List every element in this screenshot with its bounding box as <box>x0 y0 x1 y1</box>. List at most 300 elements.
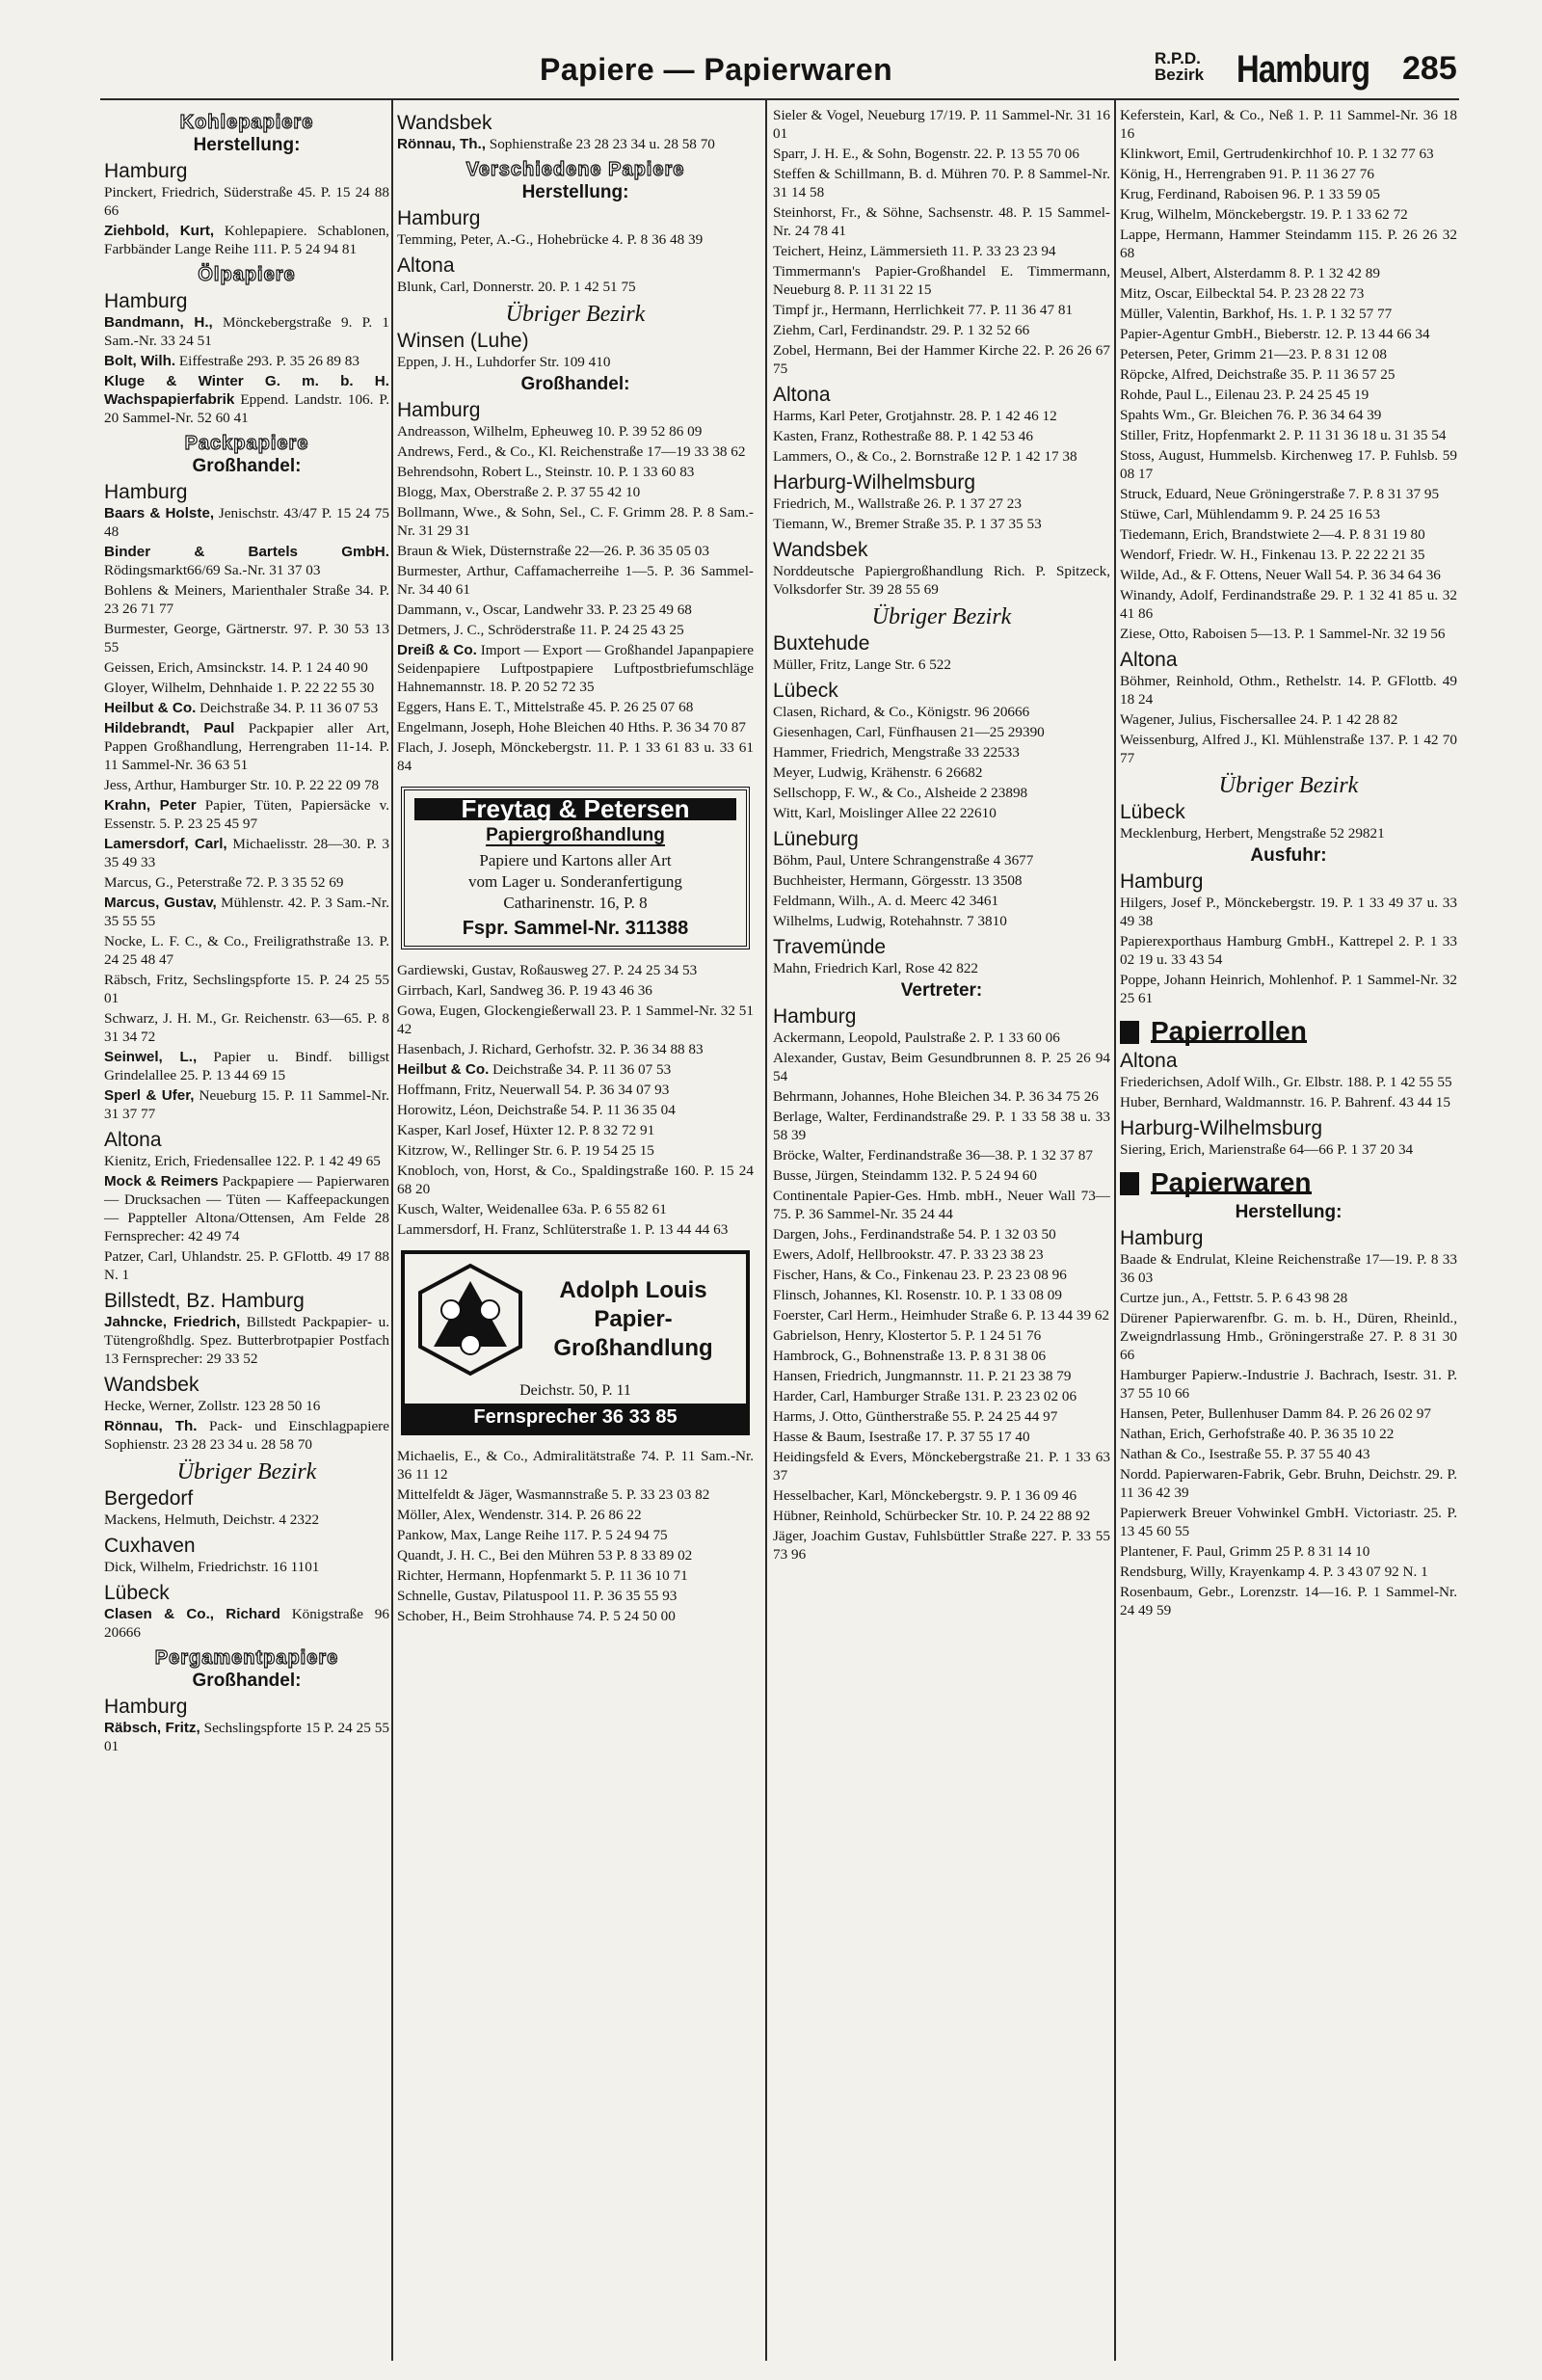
listing-entry <box>397 1566 754 1585</box>
listing-entry <box>397 1220 754 1239</box>
listing-details: Nathan & Co., Isestraße 55. P. 37 55 40 43 <box>1120 1446 1370 1462</box>
listing-details: Huber, Bernhard, Waldmannstr. 16. P. Bahrenf. 43 44 15 <box>1120 1094 1450 1110</box>
listing-details: Harms, J. Otto, Güntherstraße 55. P. 24 25 44 97 <box>773 1408 1058 1425</box>
listing-details: Gloyer, Wilhelm, Dehnhaide 1. P. 22 22 55 30 <box>104 680 375 696</box>
listing-entry <box>1120 305 1457 323</box>
listing-firm-name: Mock & Reimers <box>104 1173 219 1190</box>
listing-details: Busse, Jürgen, Steindamm 132. P. 5 24 94 60 <box>773 1167 1037 1184</box>
listing-firm-name: Rönnau, Th. <box>104 1418 198 1434</box>
listing-entry <box>1120 426 1457 444</box>
city-heading: Cuxhaven <box>104 1535 196 1557</box>
listing-details: Stiller, Fritz, Hopfenmarkt 2. P. 11 31 36 18 u. 31 35 54 <box>1120 427 1447 443</box>
listing-firm-name: Baars & Holste, <box>104 505 215 521</box>
listing-entry <box>1120 1289 1457 1307</box>
listing-entry <box>104 679 389 697</box>
listing-entry <box>104 658 389 677</box>
listing-details: König, H., Herrengraben 91. P. 11 36 27 76 <box>1120 166 1374 182</box>
ad-company-line: Adolph Louis <box>559 1277 707 1303</box>
listing-entry <box>773 1146 1110 1164</box>
listing-details: Buchheister, Hermann, Görgesstr. 13 3508 <box>773 872 1023 889</box>
listing-details: Import — Export — Großhandel Japanpapiere Seidenpapiere Luftpostpapiere Luftpostbriefumschläge Hahnemannstr. 18. P. 20 52 72 35 <box>397 642 754 695</box>
square-bullet-icon <box>1120 1172 1139 1195</box>
listing-entry <box>104 1048 389 1084</box>
listing-details: Kohlepapiere. Schablonen, Farbbänder Lange Reihe 111. P. 5 24 94 81 <box>104 223 389 257</box>
column-4 <box>1120 106 1457 2352</box>
listing-entry <box>104 1086 389 1123</box>
listing-details: Mahn, Friedrich Karl, Rose 42 822 <box>773 960 979 976</box>
listing-details: Eggers, Hans E. T., Mittelstraße 45. P. 26 25 07 68 <box>397 699 694 715</box>
listing-entry <box>773 1225 1110 1243</box>
listing-details: Quandt, J. H. C., Bei den Mühren 53 P. 8 33 89 02 <box>397 1547 693 1564</box>
listing-entry <box>1120 566 1457 584</box>
listing-entry <box>773 106 1110 143</box>
listing-details: Baade & Endrulat, Kleine Reichenstraße 17—19. P. 8 33 36 03 <box>1120 1251 1457 1286</box>
listing-details: Michaelis, E., & Co., Admiralitätstraße 74. P. 11 Sam.-Nr. 36 11 12 <box>397 1448 754 1483</box>
listing-entry <box>397 1526 754 1544</box>
listing-entry <box>1120 1309 1457 1364</box>
listing-entry <box>104 372 389 427</box>
listing-details: Flach, J. Joseph, Mönckebergstr. 11. P. 1 33 61 83 u. 33 61 84 <box>397 739 754 774</box>
listing-details: Sparr, J. H. E., & Sohn, Bogenstr. 22. P. 13 55 70 06 <box>773 146 1079 162</box>
listing-entry <box>104 776 389 794</box>
listing-entry <box>397 422 754 441</box>
city-heading: Hamburg <box>1120 870 1204 893</box>
listing-entry <box>773 1326 1110 1345</box>
listing-details: Pankow, Max, Lange Reihe 117. P. 5 24 94 75 <box>397 1527 668 1543</box>
listing-entry <box>397 442 754 461</box>
subsection-heading: Großhandel: <box>520 374 630 394</box>
ad-company-line: Großhandlung <box>553 1335 713 1361</box>
listing-entry <box>1120 1140 1457 1159</box>
listing-entry <box>397 981 754 1000</box>
listing-entry <box>773 851 1110 869</box>
listing-entry <box>1120 1445 1457 1463</box>
listing-entry <box>397 1447 754 1484</box>
listing-entry <box>773 959 1110 977</box>
listing-details: Friederichsen, Adolf Wilh., Gr. Elbstr. 188. P. 1 42 55 55 <box>1120 1074 1452 1090</box>
listing-details: Timmermann's Papier-Großhandel E. Timmermann, Neueburg 8. P. 11 31 22 15 <box>773 263 1110 298</box>
listing-entry <box>1120 226 1457 262</box>
city-heading: Wandsbek <box>104 1374 199 1396</box>
listing-details: Hesselbacher, Karl, Mönckebergstr. 9. P. 1 36 09 46 <box>773 1487 1077 1504</box>
listing-entry <box>773 1187 1110 1223</box>
listing-details: Jess, Arthur, Hamburger Str. 10. P. 22 22 09 78 <box>104 777 380 793</box>
listing-firm-name: Räbsch, Fritz, <box>104 1720 200 1736</box>
listing-details: Hamburger Papierw.-Industrie J. Bachrach, Isestr. 31. P. 37 55 10 66 <box>1120 1367 1457 1402</box>
column-divider-3 <box>1114 100 1116 2361</box>
listing-entry <box>773 407 1110 425</box>
listing-entry <box>397 698 754 716</box>
listing-details: Papierwerk Breuer Vohwinkel GmbH. Victoriastr. 25. P. 13 45 60 55 <box>1120 1505 1457 1539</box>
listing-entry <box>1120 1250 1457 1287</box>
listing-entry <box>104 971 389 1007</box>
listing-entry <box>104 1009 389 1046</box>
listing-entry <box>397 353 754 371</box>
listing-entry <box>1120 932 1457 969</box>
listing-details: Spahts Wm., Gr. Bleichen 76. P. 36 34 64 39 <box>1120 407 1382 423</box>
listing-entry <box>1120 505 1457 523</box>
listing-details: Heidingsfeld & Evers, Mönckebergstraße 21. P. 1 33 63 37 <box>773 1449 1110 1484</box>
listing-entry <box>104 313 389 350</box>
listing-details: Hoffmann, Fritz, Neuerwall 54. P. 36 34 07 93 <box>397 1082 670 1098</box>
listing-details: Sophienstraße 23 28 23 34 u. 28 58 70 <box>485 136 715 152</box>
city-heading: Altona <box>104 1129 162 1151</box>
listing-details: Klinkwort, Emil, Gertrudenkirchhof 10. P. 1 32 77 63 <box>1120 146 1434 162</box>
listing-entry <box>1120 1504 1457 1540</box>
listing-firm-name: Sperl & Ufer, <box>104 1087 195 1104</box>
listing-details: Schober, H., Beim Strohhause 74. P. 5 24 50 00 <box>397 1608 676 1624</box>
listing-entry <box>397 1587 754 1605</box>
listing-details: Knobloch, von, Horst, & Co., Spaldingstraße 160. P. 15 24 68 20 <box>397 1163 754 1197</box>
listing-firm-name: Heilbut & Co. <box>104 700 197 716</box>
ad-tagline: Papiergroßhandlung <box>486 825 665 845</box>
listing-details: Burmester, George, Gärtnerstr. 97. P. 30 53 13 55 <box>104 621 389 655</box>
listing-entry <box>773 165 1110 201</box>
listing-details: Lappe, Hermann, Hammer Steindamm 115. P. 26 26 32 68 <box>1120 227 1457 261</box>
advertisement-freytag <box>401 787 750 949</box>
listing-details: Jenischstr. 43/47 P. 15 24 75 48 <box>104 505 389 540</box>
city-heading: Hamburg <box>773 1005 857 1028</box>
listing-details: Behrmann, Johannes, Hohe Bleichen 34. P. 36 34 75 26 <box>773 1088 1099 1105</box>
listing-entry <box>104 543 389 579</box>
listing-details: Papier u. Bindf. billigst Grindelallee 25. P. 13 44 69 15 <box>104 1049 389 1083</box>
listing-entry <box>397 1506 754 1524</box>
listing-details: Gabrielson, Henry, Klostertor 5. P. 1 24 51 76 <box>773 1327 1042 1344</box>
listing-entry <box>104 1605 389 1642</box>
city-heading: Lübeck <box>1120 801 1185 823</box>
page-header <box>0 48 1542 93</box>
listing-firm-name: Dreiß & Co. <box>397 642 477 658</box>
city-heading: Bergedorf <box>104 1487 194 1510</box>
listing-details: Steffen & Schillmann, B. d. Mühren 70. P. 8 Sammel-Nr. 31 14 58 <box>773 166 1110 201</box>
listing-entry <box>773 703 1110 721</box>
listing-entry <box>397 641 754 696</box>
listing-entry <box>104 620 389 656</box>
listing-details: Mühlenstr. 42. P. 3 Sam.-Nr. 35 55 55 <box>104 895 389 929</box>
city-heading: Altona <box>1120 1050 1178 1072</box>
listing-details: Petersen, Peter, Grimm 21—23. P. 8 31 12 08 <box>1120 346 1387 362</box>
ad-phone: Fspr. Sammel-Nr. 311388 <box>462 918 689 939</box>
listing-entry <box>397 601 754 619</box>
listing-entry <box>1120 894 1457 930</box>
listing-entry <box>397 1200 754 1218</box>
listing-details: Friedrich, M., Wallstraße 26. P. 1 37 27 23 <box>773 495 1022 512</box>
listing-details: Deichstraße 34. P. 11 36 07 53 <box>489 1061 672 1078</box>
listing-entry <box>773 892 1110 910</box>
listing-details: Räbsch, Fritz, Sechslingspforte 15. P. 24 25 55 01 <box>104 972 389 1006</box>
listing-entry <box>773 1286 1110 1304</box>
listing-entry <box>397 1162 754 1198</box>
region-heading: Übriger Bezirk <box>176 1459 317 1484</box>
listing-firm-name: Bandmann, H., <box>104 314 213 331</box>
column-3 <box>773 106 1110 2352</box>
listing-details: Dick, Wilhelm, Friedrichstr. 16 1101 <box>104 1559 320 1575</box>
listing-details: Müller, Fritz, Lange Str. 6 522 <box>773 656 951 673</box>
listing-details: Geissen, Erich, Amsinckstr. 14. P. 1 24 40 90 <box>104 659 368 676</box>
listing-details: Siering, Erich, Marienstraße 64—66 P. 1 37 20 34 <box>1120 1141 1414 1158</box>
listing-entry <box>773 515 1110 533</box>
listing-details: Eppend. Landstr. 106. P. 20 Sammel-Nr. 52 60 41 <box>104 391 389 426</box>
ad-text-line: vom Lager u. Sonderanfertigung <box>468 872 682 891</box>
listing-details: Nathan, Erich, Gerhofstraße 40. P. 36 35 10 22 <box>1120 1426 1395 1442</box>
listing-entry <box>773 262 1110 299</box>
listing-details: Kasper, Karl Josef, Hüxter 12. P. 8 32 72 91 <box>397 1122 655 1138</box>
listing-entry <box>1120 546 1457 564</box>
listing-firm-name: Seinwel, L., <box>104 1049 198 1065</box>
listing-details: Krug, Ferdinand, Raboisen 96. P. 1 33 59 05 <box>1120 186 1380 202</box>
listing-entry <box>773 1428 1110 1446</box>
listing-entry <box>1120 1583 1457 1619</box>
listing-details: Bohlens & Meiners, Marienthaler Straße 34. P. 23 26 71 77 <box>104 582 389 617</box>
listing-details: Gardiewski, Gustav, Roßausweg 27. P. 24 25 34 53 <box>397 962 698 978</box>
listing-details: Hansen, Friedrich, Jungmannstr. 11. P. 21 23 38 79 <box>773 1368 1072 1384</box>
listing-entry <box>1120 386 1457 404</box>
city-heading: Altona <box>1120 649 1178 671</box>
listing-details: Stüwe, Carl, Mühlendamm 9. P. 24 25 16 53 <box>1120 506 1380 522</box>
listing-details: Schwarz, J. H. M., Gr. Reichenstr. 63—65. P. 8 31 34 72 <box>104 1010 389 1045</box>
listing-entry <box>1120 1093 1457 1111</box>
listing-entry <box>773 784 1110 802</box>
listing-firm-name: Heilbut & Co. <box>397 1061 490 1078</box>
listing-details: Mackens, Helmuth, Deichstr. 4 2322 <box>104 1511 320 1528</box>
listing-details: Deichstraße 34. P. 11 36 07 53 <box>196 700 379 716</box>
listing-details: Flinsch, Johannes, Kl. Rosenstr. 10. P. 1 33 08 09 <box>773 1287 1062 1303</box>
listing-entry <box>1120 1073 1457 1091</box>
listing-entry <box>1120 284 1457 303</box>
listing-entry <box>1120 731 1457 767</box>
section-heading: Pergamentpapiere <box>154 1647 339 1669</box>
listing-details: Gowa, Eugen, Glockengießerwall 23. P. 1 Sammel-Nr. 32 51 42 <box>397 1003 754 1037</box>
listing-entry <box>1120 106 1457 143</box>
listing-entry <box>1120 325 1457 343</box>
listing-details: Hasenbach, J. Richard, Gerhofstr. 32. P. 36 34 88 83 <box>397 1041 704 1057</box>
listing-details: Hansen, Peter, Bullenhuser Damm 84. P. 26 26 02 97 <box>1120 1405 1431 1422</box>
listing-details: Lammers, O., & Co., 2. Bornstraße 12 P. 1 42 17 38 <box>773 448 1077 465</box>
city-heading: Altona <box>397 254 455 277</box>
listing-entry <box>773 1245 1110 1264</box>
page-title: Papiere — Papierwaren <box>540 52 893 87</box>
listing-details: Clasen, Richard, & Co., Königstr. 96 20666 <box>773 704 1030 720</box>
listing-entry <box>104 1172 389 1245</box>
listing-details: Keferstein, Karl, & Co., Neß 1. P. 11 Sammel-Nr. 36 18 16 <box>1120 107 1457 142</box>
city-heading: Harburg-Wilhelmsburg <box>773 471 976 494</box>
listing-entry <box>397 1101 754 1119</box>
listing-entry <box>104 352 389 370</box>
listing-details: Billstedt Packpapier- u. Tütengroßhdlg. Spez. Butterbrotpapier Postfach 13 Fernsprecher: 29 33 52 <box>104 1314 389 1367</box>
listing-entry <box>1120 710 1457 729</box>
listing-details: Giesenhagen, Carl, Fünfhausen 21—25 29390 <box>773 724 1045 740</box>
listing-entry <box>397 621 754 639</box>
listing-details: Harms, Karl Peter, Grotjahnstr. 28. P. 1 42 46 12 <box>773 408 1057 424</box>
listing-firm-name: Marcus, Gustav, <box>104 895 217 911</box>
listing-entry <box>397 961 754 979</box>
listing-entry <box>397 1060 754 1079</box>
subsection-heading: Herstellung: <box>521 182 629 202</box>
ad-text-line: Catharinenstr. 16, P. 8 <box>503 894 648 912</box>
listing-details: Struck, Eduard, Neue Gröningerstraße 7. P. 8 31 37 95 <box>1120 486 1440 502</box>
city-heading: Hamburg <box>397 207 481 229</box>
listing-firm-name: Ziehbold, Kurt, <box>104 223 215 239</box>
city-heading: Hamburg <box>1120 1227 1204 1249</box>
ad-company-name: Freytag & Petersen <box>414 798 736 820</box>
listing-details: Müller, Valentin, Barkhof, Hs. 1. P. 1 32 57 77 <box>1120 306 1393 322</box>
listing-firm-name: Hildebrandt, Paul <box>104 720 235 736</box>
listing-details: Papier-Agentur GmbH., Bieberstr. 12. P. 13 44 66 34 <box>1120 326 1430 342</box>
listing-entry <box>773 743 1110 762</box>
listing-entry <box>104 222 389 258</box>
listing-firm-name: Jahncke, Friedrich, <box>104 1314 241 1330</box>
subsection-heading: Großhandel: <box>192 1671 302 1691</box>
listing-entry <box>773 1387 1110 1405</box>
listing-entry <box>397 1040 754 1058</box>
ad-company-text <box>528 1276 738 1363</box>
listing-entry <box>397 738 754 775</box>
listing-details: Tiemann, W., Bremer Straße 35. P. 1 37 35 53 <box>773 516 1042 532</box>
listing-entry <box>397 1081 754 1099</box>
listing-details: Wilde, Ad., & F. Ottens, Neuer Wall 54. P. 36 34 64 36 <box>1120 567 1441 583</box>
listing-entry <box>397 135 754 153</box>
listing-details: Schnelle, Gustav, Pilatuspool 11. P. 36 35 55 93 <box>397 1588 678 1604</box>
subsection-heading: Herstellung: <box>193 135 301 155</box>
listing-details: Hübner, Reinhold, Schürbecker Str. 10. P. 24 22 88 92 <box>773 1508 1091 1524</box>
listing-details: Berlage, Walter, Ferdinandstraße 29. P. 1 33 58 38 u. 33 58 39 <box>773 1109 1110 1143</box>
city-heading: Hamburg <box>397 399 481 421</box>
city-heading: Altona <box>773 384 831 406</box>
listing-details: Poppe, Johann Heinrich, Mohlenhof. P. 1 Sammel-Nr. 32 25 61 <box>1120 972 1457 1006</box>
city-heading: Travemünde <box>773 936 887 958</box>
listing-entry <box>773 1049 1110 1085</box>
listing-entry <box>104 699 389 717</box>
listing-details: Stoss, August, Hummelsb. Kirchenweg 17. P. Fuhlsb. 59 08 17 <box>1120 447 1457 482</box>
listing-details: Burmester, Arthur, Caffamacherreihe 1—5. P. 36 Sammel-Nr. 34 40 61 <box>397 563 754 598</box>
listing-entry <box>773 1407 1110 1426</box>
listing-details: Dargen, Johs., Ferdinandstraße 54. P. 1 32 03 50 <box>773 1226 1056 1243</box>
listing-details: Meyer, Ludwig, Krähenstr. 6 26682 <box>773 764 983 781</box>
listing-details: Marcus, G., Peterstraße 72. P. 3 35 52 69 <box>104 874 344 891</box>
rpd-text: R.P.D. <box>1155 49 1201 67</box>
listing-entry <box>104 1313 389 1368</box>
listing-details: Meusel, Albert, Alsterdamm 8. P. 1 32 42 89 <box>1120 265 1380 281</box>
listing-entry <box>104 873 389 892</box>
listing-entry <box>397 542 754 560</box>
listing-details: Jäger, Joachim Gustav, Fuhlsbüttler Straße 227. P. 33 55 73 96 <box>773 1528 1110 1563</box>
listing-details: Temming, Peter, A.-G., Hohebrücke 4. P. 8 36 48 39 <box>397 231 704 248</box>
listing-entry <box>1120 1404 1457 1423</box>
section-heading: Verschiedene Papiere <box>465 159 685 180</box>
listing-details: Packpapiere — Papierwaren — Drucksachen — Tüten — Kaffeepackungen — Pappteller Altona/Ottensen, Am Felde 28 Fernsprecher: 42 49 74 <box>104 1173 389 1244</box>
listing-details: Lammersdorf, H. Franz, Schlüterstraße 1. P. 13 44 44 63 <box>397 1221 729 1238</box>
listing-entry <box>104 719 389 774</box>
listing-entry <box>104 835 389 871</box>
listing-entry <box>104 894 389 930</box>
column-2 <box>397 106 754 2352</box>
listing-entry <box>397 1546 754 1564</box>
listing-details: Braun & Wiek, Düsternstraße 22—26. P. 36 35 05 03 <box>397 543 709 559</box>
listing-details: Rödingsmarkt66/69 Sa.-Nr. 31 37 03 <box>104 562 321 578</box>
listing-entry <box>773 723 1110 741</box>
listing-entry <box>773 341 1110 378</box>
listing-entry <box>397 463 754 481</box>
listing-entry <box>397 503 754 540</box>
column-1 <box>104 106 389 2352</box>
listing-details: Röpcke, Alfred, Deichstraße 35. P. 11 36 57 25 <box>1120 366 1396 383</box>
listing-entry <box>104 796 389 833</box>
subsection-heading: Ausfuhr: <box>1250 845 1327 866</box>
listing-entry <box>397 278 754 296</box>
listing-details: Hambrock, G., Bohnenstraße 13. P. 8 31 38 06 <box>773 1348 1047 1364</box>
listing-entry <box>773 1266 1110 1284</box>
listing-entry <box>773 1448 1110 1484</box>
city-heading: Wandsbek <box>397 112 492 134</box>
listing-entry <box>773 871 1110 890</box>
listing-entry <box>773 495 1110 513</box>
listing-details: Blogg, Max, Oberstraße 2. P. 37 55 42 10 <box>397 484 641 500</box>
listing-details: Blunk, Carl, Donnerstr. 20. P. 1 42 51 75 <box>397 279 636 295</box>
listing-entry <box>104 1417 389 1454</box>
listing-entry <box>1120 1542 1457 1561</box>
listing-entry <box>397 718 754 736</box>
city-heading: Hamburg <box>104 160 188 182</box>
header-city: Hamburg <box>1236 48 1370 91</box>
listing-details: Rendsburg, Willy, Krayenkamp 4. P. 3 43 07 92 N. 1 <box>1120 1564 1428 1580</box>
listing-details: Wagener, Julius, Fischersallee 24. P. 1 42 28 82 <box>1120 711 1398 728</box>
bezirk-text: Bezirk <box>1155 66 1205 84</box>
category-heading <box>1120 1167 1457 1197</box>
listing-details: Alexander, Gustav, Beim Gesundbrunnen 8. P. 25 26 94 54 <box>773 1050 1110 1084</box>
listing-details: Tiedemann, Erich, Brandstwiete 2—4. P. 8 31 19 80 <box>1120 526 1425 543</box>
region-heading: Übriger Bezirk <box>1218 773 1359 798</box>
category-title: Papierrollen <box>1151 1016 1307 1046</box>
subsection-heading: Großhandel: <box>192 456 302 476</box>
category-title: Papierwaren <box>1151 1167 1312 1197</box>
page-number: 285 <box>1402 50 1457 87</box>
listing-entry <box>104 1397 389 1415</box>
listing-entry <box>773 804 1110 822</box>
listing-details: Ziese, Otto, Raboisen 5—13. P. 1 Sammel-Nr. 32 19 56 <box>1120 626 1446 642</box>
listing-entry <box>1120 446 1457 483</box>
listing-entry <box>1120 625 1457 643</box>
listing-details: Nordd. Papierwaren-Fabrik, Gebr. Bruhn, Deichstr. 29. P. 11 36 42 39 <box>1120 1466 1457 1501</box>
listing-details: Detmers, J. C., Schröderstraße 11. P. 24 25 43 25 <box>397 622 684 638</box>
listing-details: Fischer, Hans, & Co., Finkenau 23. P. 23 23 08 96 <box>773 1267 1067 1283</box>
listing-entry <box>1120 672 1457 709</box>
listing-firm-name: Binder & Bartels GmbH. <box>104 544 389 560</box>
listing-details: Kienitz, Erich, Friedensallee 122. P. 1 42 49 65 <box>104 1153 381 1169</box>
listing-entry <box>773 1087 1110 1106</box>
listing-entry <box>397 562 754 599</box>
listing-entry <box>1120 165 1457 183</box>
city-heading: Harburg-Wilhelmsburg <box>1120 1117 1323 1139</box>
listing-entry <box>1120 485 1457 503</box>
listing-entry <box>104 1719 389 1755</box>
listing-firm-name: Kluge & Winter G. m. b. H. Wachspapierfabrik <box>104 373 389 408</box>
listing-details: Pinckert, Friedrich, Süderstraße 45. P. 15 24 88 66 <box>104 184 389 219</box>
subsection-heading: Herstellung: <box>1235 1202 1343 1222</box>
listing-details: Harder, Carl, Hamburger Straße 131. P. 23 23 02 06 <box>773 1388 1077 1404</box>
listing-details: Kitzrow, W., Rellinger Str. 6. P. 19 54 25 15 <box>397 1142 654 1159</box>
listing-entry <box>104 581 389 618</box>
ad-company-line: Papier- <box>594 1306 673 1332</box>
listing-entry <box>773 242 1110 260</box>
listing-details: Hecke, Werner, Zollstr. 123 28 50 16 <box>104 1398 321 1414</box>
listing-details: Neueburg 15. P. 11 Sammel-Nr. 31 37 77 <box>104 1087 389 1122</box>
listing-details: Patzer, Carl, Uhlandstr. 25. P. GFlottb. 49 17 88 N. 1 <box>104 1248 389 1283</box>
listing-firm-name: Krahn, Peter <box>104 797 197 814</box>
listing-details: Andrews, Ferd., & Co., Kl. Reichenstraße 17—19 33 38 62 <box>397 443 746 460</box>
listing-entry <box>104 1152 389 1170</box>
listing-details: Dammann, v., Oscar, Landwehr 33. P. 23 25 49 68 <box>397 602 692 618</box>
listing-entry <box>773 427 1110 445</box>
